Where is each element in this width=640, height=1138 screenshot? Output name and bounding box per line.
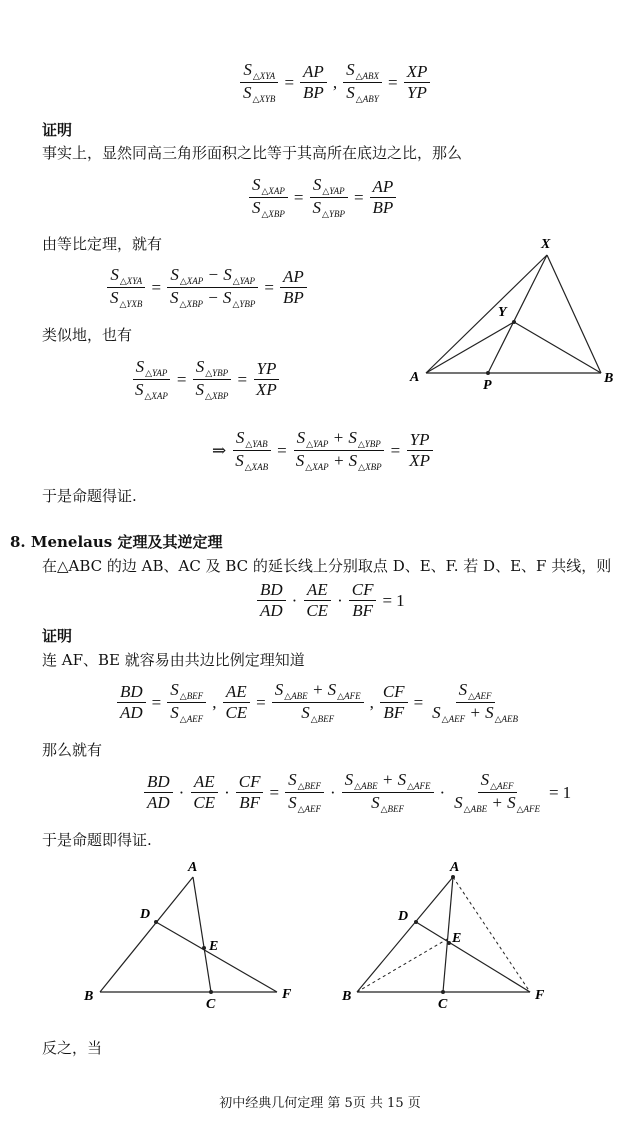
fig3-label-a: A: [450, 860, 460, 875]
proof-conclusion-1: 于是命题得证.: [42, 487, 137, 505]
fig2-label-a: A: [188, 860, 198, 875]
label-p: P: [483, 378, 492, 393]
fig2-label-e: E: [209, 939, 219, 954]
formula-ratio-5: ⇒ $\frac{S_{\triangle YAB}}{S_{\triangle XAB}}$ = $\frac{S_{\triangle YAP} + S_{\triangle YBP}}{S_{\triangle XAP} + S_{\triangle XBP}}$ = $\frac{YP}{XP}$: [208, 428, 435, 473]
fig2-label-f: F: [282, 987, 292, 1002]
formula-product: $\frac{BD}{AD}$ · $\frac{AE}{CE}$ · $\frac{CF}{BF}$ = $\frac{S_{\triangle BEF}}{S_{\triangle AEF}}$ · $\frac{S_{\triangle ABE} + S_{\triangle AFE}}{S_{\triangle BEF}}$ · $\frac{S_{\triangle AEF}}{S_{\triangle ABE} + S_{\triangle AFE}}$ = 1: [142, 770, 571, 815]
fig3-label-c: C: [438, 997, 448, 1012]
fig3-label-f: F: [535, 988, 545, 1003]
proof-line-6: 那么就有: [42, 741, 103, 759]
formula-ratio-1: $\frac{S_{\triangle XYA}}{S_{\triangle XYB}}$ = $\frac{AP}{BP}$ , $\frac{S_{\triangle ABX}}{S_{\triangle ABY}}$ = $\frac{XP}{YP}$: [238, 60, 432, 105]
proof-conclusion-2: 于是命题即得证.: [42, 831, 152, 849]
proof-line-1: 事实上，显然同高三角形面积之比等于其高所在底边之比，那么: [42, 144, 463, 162]
fig2-label-b: B: [84, 989, 94, 1004]
figure-menelaus-2: [340, 855, 555, 1015]
proof-line-8: 反之，当: [42, 1039, 103, 1057]
section-intro: 在△ABC 的边 AB、AC 及 BC 的延长线上分别取点 D、E、F. 若 D、E、F 共线，则: [42, 557, 612, 575]
formula-ratio-4: $\frac{S_{\triangle YAP}}{S_{\triangle XAP}}$ = $\frac{S_{\triangle YBP}}{S_{\triangle XBP}}$ = $\frac{YP}{XP}$: [130, 357, 282, 402]
formula-ratio-2: $\frac{S_{\triangle XAP}}{S_{\triangle XBP}}$ = $\frac{S_{\triangle YAP}}{S_{\triangle YBP}}$ = $\frac{AP}{BP}$: [247, 175, 398, 220]
figure-triangle-xab: [400, 232, 625, 397]
proof-heading-2: 证明: [42, 627, 73, 645]
label-a: A: [410, 370, 420, 385]
section-title: 8. Menelaus 定理及其逆定理: [10, 533, 223, 551]
formula-ratio-3: $\frac{S_{\triangle XYA}}{S_{\triangle YXB}}$ = $\frac{S_{\triangle XAP} - S_{\triangle YAP}}{S_{\triangle XBP} - S_{\triangle YBP}}$ = $\frac{AP}{BP}$: [105, 265, 309, 310]
label-y: Y: [498, 305, 507, 320]
fig3-label-b: B: [342, 989, 352, 1004]
label-b: B: [604, 371, 614, 386]
fig2-label-d: D: [140, 907, 151, 922]
figure-menelaus-1: [78, 855, 303, 1015]
fig3-label-e: E: [452, 931, 462, 946]
proof-line-3: 类似地，也有: [42, 326, 133, 344]
page-footer: 初中经典几何定理 第 5页 共 15 页: [219, 1096, 421, 1111]
formula-ratio-7: $\frac{BD}{AD}$ = $\frac{S_{\triangle BEF}}{S_{\triangle AEF}}$ , $\frac{AE}{CE}$ = $\frac{S_{\triangle ABE} + S_{\triangle AFE}}{S_{\triangle BEF}}$ , $\frac{CF}{BF}$ = $\frac{S_{\triangle AEF}}{S_{\triangle AEF} + S_{\triangle AEB}}$: [115, 680, 523, 725]
proof-heading: 证明: [42, 121, 73, 139]
fig2-label-c: C: [206, 997, 216, 1012]
proof-line-5: 连 AF、BE 就容易由共边比例定理知道: [42, 651, 305, 669]
formula-menelaus: $\frac{BD}{AD}$ · $\frac{AE}{CE}$ · $\frac{CF}{BF}$ = 1: [255, 580, 405, 621]
label-x: X: [541, 237, 551, 252]
fig3-label-d: D: [398, 909, 409, 924]
proof-line-2: 由等比定理，就有: [42, 235, 163, 253]
